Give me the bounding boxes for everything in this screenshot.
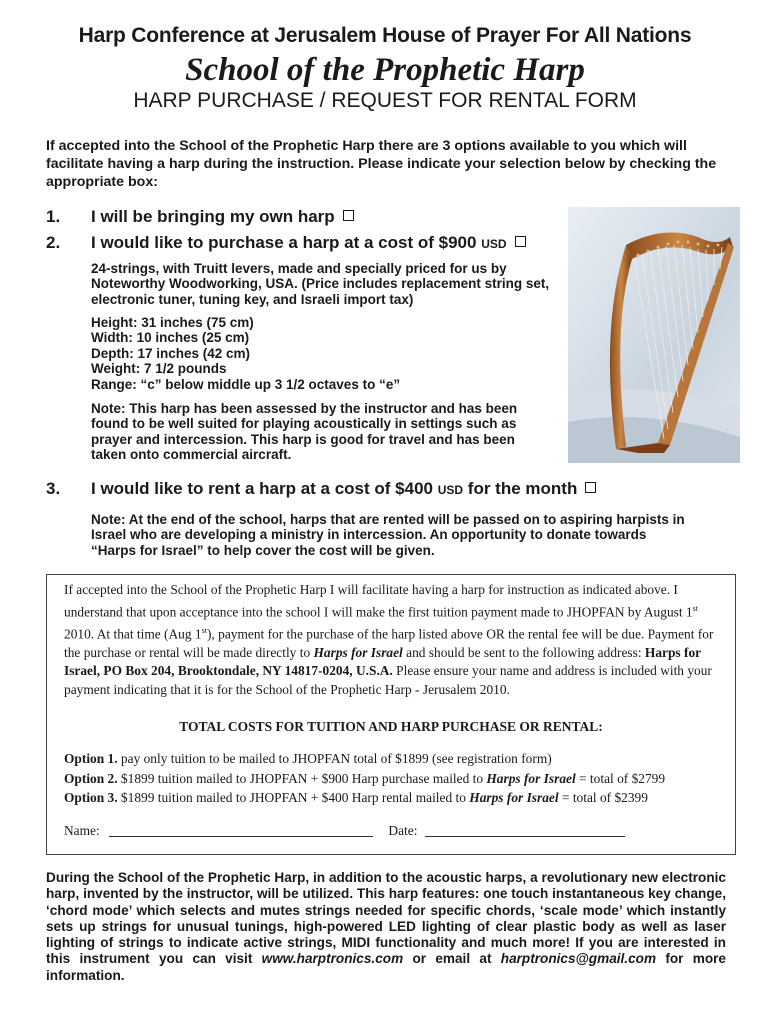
- school-title: School of the Prophetic Harp: [185, 52, 585, 88]
- superscript: st: [201, 625, 207, 635]
- option-2: [91, 233, 526, 253]
- spec-range: Range: “c” below middle up 3 1/2 octaves to “e”: [91, 376, 401, 392]
- option-1-number: 1.: [46, 207, 61, 226]
- harps-for-israel: Harps for Israel: [486, 770, 576, 786]
- spec-depth: Depth: 17 inches (42 cm): [91, 345, 251, 361]
- payment-option-1: [64, 749, 726, 769]
- option-text: $1899 tuition mailed to JHOPFAN + $900 Harp purchase mailed to: [117, 770, 487, 786]
- harps-for-israel: Harps for Israel: [469, 790, 559, 806]
- option-text: $1899 tuition mailed to JHOPFAN + $400 Harp rental mailed to: [117, 790, 470, 806]
- email-link[interactable]: harptronics@gmail.com: [500, 951, 657, 967]
- spec-width: Width: 10 inches (25 cm): [91, 330, 250, 346]
- option-2-number: 2.: [46, 233, 61, 252]
- footer-paragraph: [46, 870, 726, 984]
- option-3: [91, 479, 596, 499]
- checkbox-icon[interactable]: [515, 236, 526, 247]
- payment-options: [64, 749, 726, 808]
- option-3-number: 3.: [46, 479, 61, 498]
- conference-title: Harp Conference at Jerusalem House of Prayer For All Nations: [78, 24, 692, 47]
- option-3-suffix: for the month: [467, 479, 578, 498]
- name-field[interactable]: [109, 823, 373, 837]
- agreement-text-part: Please ensure your name and address is included with your payment indicating that it is for the School of the Prophetic Harp - Jerusalem 2010.: [64, 663, 712, 697]
- agreement-text-part: ), payment for the purchase of the harp listed above OR the rental fee will be due. Payment for the purchase or rental will be made directly to: [64, 626, 714, 660]
- rental-note: Note: At the end of the school, harps that are rented will be passed on to aspiring harpists in Israel who are developing a ministry in intercession. An opportunity to donate towards “Harps for Israel” to help cover the cost will be given.: [91, 512, 685, 558]
- footer-text: or email at: [403, 951, 501, 967]
- purchase-note: Note: This harp has been assessed by the instructor and has been found to be well suited for playing acoustically in settings such as prayer and intercession. This harp is good for travel and has been taken onto commercial aircraft.: [91, 401, 518, 463]
- agreement-text: [64, 581, 726, 700]
- mailing-address: Harps for Israel, PO Box 204, Brooktondale, NY 14817-0204, U.S.A.: [64, 644, 701, 679]
- option-1: [91, 207, 354, 227]
- option-2-label: I would like to purchase a harp at a cost of $900: [91, 233, 477, 252]
- harp-specs: [91, 315, 551, 392]
- footer-text: During the School of the Prophetic Harp, in addition to the acoustic harps, a revolutionary new electronic harp, invented by the instructor, will be utilized. This harp features: one touch instantaneous key change, ‘chord mode’ which selects and mutes strings needed for specific chords, ‘scale mode’ which instantly sets up strings for unusual tunings, high-powered LED lighting of clear plastic body as well as laser lighting of strings to indicate active strings, MIDI functionality and much more! If you are interested in this instrument you can visit: [46, 870, 726, 967]
- option-label: Option 2.: [64, 770, 118, 786]
- harps-for-israel: Harps for Israel: [313, 644, 403, 660]
- date-label: Date:: [388, 823, 418, 838]
- agreement-text-part: and should be sent to the following address:: [402, 644, 645, 660]
- totals-title: TOTAL COSTS FOR TUITION AND HARP PURCHASE OR RENTAL:: [179, 719, 603, 734]
- purchase-description: 24-strings, with Truitt levers, made and specially priced for us by Noteworthy Woodworking, USA. (Price includes replacement string set, electronic tuner, tuning key, and Israeli import tax): [91, 261, 550, 307]
- option-1-label: I will be bringing my own harp: [91, 207, 335, 226]
- checkbox-icon[interactable]: [585, 482, 596, 493]
- name-label: Name:: [64, 823, 100, 838]
- option-label: Option 1.: [64, 751, 118, 766]
- signature-row: [64, 823, 726, 839]
- payment-option-3: [64, 788, 726, 808]
- agreement-box: [46, 574, 736, 855]
- agreement-text-part: If accepted into the School of the Prophetic Harp I will facilitate having a harp for instruction as indicated above. I understand that upon acceptance into the school I will make the first tuition payment made to JHOPFAN by August 1: [64, 582, 693, 620]
- spec-height: Height: 31 inches (75 cm): [91, 315, 254, 330]
- agreement-text-part: 2010. At that time (Aug 1: [64, 626, 202, 642]
- option-text: pay only tuition to be mailed to JHOPFAN total of $1899 (see registration form): [117, 751, 552, 766]
- payment-option-2: [64, 769, 726, 789]
- website-link[interactable]: www.harptronics.com: [261, 951, 404, 967]
- footer-text: for more information.: [46, 951, 726, 983]
- form-title: HARP PURCHASE / REQUEST FOR RENTAL FORM: [133, 89, 637, 112]
- option-3-unit: USD: [437, 483, 464, 497]
- checkbox-icon[interactable]: [343, 210, 354, 221]
- option-total: = total of $2399: [558, 790, 648, 806]
- superscript: st: [692, 603, 698, 613]
- intro-paragraph: If accepted into the School of the Prophetic Harp there are 3 options available to you which will facilitate having a harp during the instruction. Please indicate your selection below by checking the appropriate box:: [46, 138, 717, 190]
- option-label: Option 3.: [64, 790, 118, 806]
- date-field[interactable]: [425, 823, 625, 837]
- option-3-label: I would like to rent a harp at a cost of $400: [91, 479, 433, 498]
- option-2-unit: USD: [481, 237, 507, 251]
- option-total: = total of $2799: [575, 770, 666, 786]
- harp-photo: [568, 207, 740, 463]
- spec-weight: Weight: 7 1/2 pounds: [91, 361, 227, 377]
